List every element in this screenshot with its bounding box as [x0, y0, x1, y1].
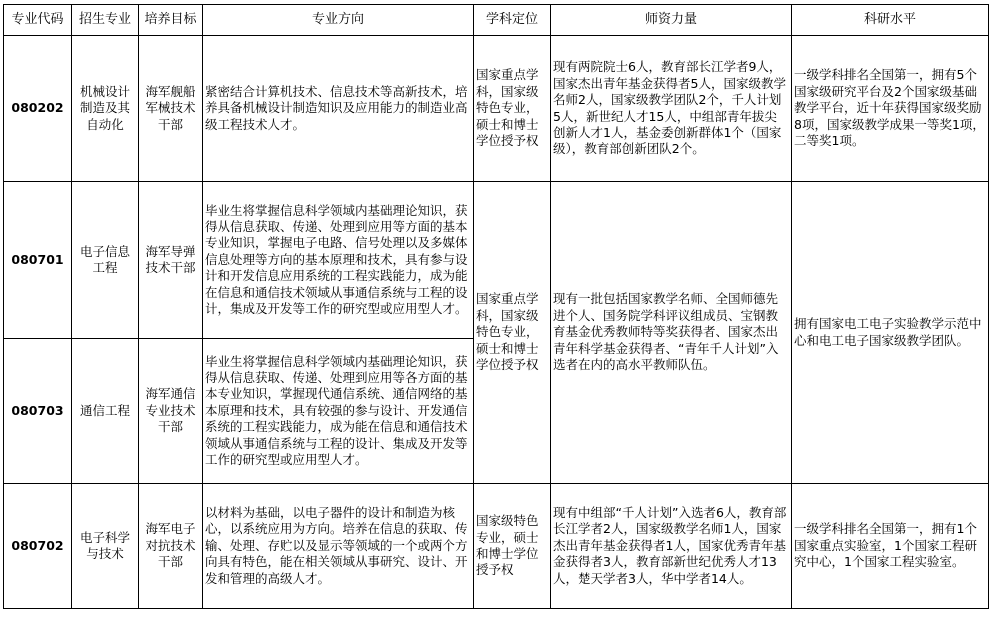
training-goal: 海军通信专业技术干部 — [139, 339, 203, 484]
header-direction: 专业方向 — [203, 5, 474, 36]
header-row — [4, 5, 989, 36]
header-position: 学科定位 — [474, 5, 551, 36]
header-faculty: 师资力量 — [551, 5, 792, 36]
discipline-position: 国家级特色专业，硕士和博士学位授予权 — [474, 484, 551, 609]
major-name: 通信工程 — [72, 339, 139, 484]
header-goal: 培养目标 — [139, 5, 203, 36]
major-direction: 紧密结合计算机技术、信息技术等高新技术，培养具备机械设计制造知识及应用能力的制造业高级工程技术人才。 — [203, 36, 474, 182]
faculty-strength: 现有一批包括国家教学名师、全国师德先进个人、国务院学科评议组成员、宝钢教育基金优秀教师特等奖获得者、国家杰出青年科学基金获得者、“青年千人计划”入选者在内的高水平教师队伍。 — [551, 182, 792, 484]
header-code: 专业代码 — [4, 5, 72, 36]
major-direction: 毕业生将掌握信息科学领域内基础理论知识，获得从信息获取、传递、处理到应用等方面的基本专业知识，掌握电子电路、信号处理以及多媒体信息处理等方向的基本原理和技术，具有参与设计和开发信息应用系统的工程实践能力，成为能在信息和通信技术领域从事通信系统与工程的设计，集成及开发等工作的研究型或应用型人才。 — [203, 182, 474, 339]
major-code: 080703 — [4, 339, 72, 484]
faculty-strength: 现有两院院士6人，教育部长江学者9人，国家杰出青年基金获得者5人，国家级教学名师2人，国家级教学团队2个，千人计划5人，新世纪人才15人，中组部青年拔尖创新人才1人，基金委创新群体1个（国家级），教育部创新团队2个。 — [551, 36, 792, 182]
header-major: 招生专业 — [72, 5, 139, 36]
table-row — [4, 484, 989, 609]
faculty-strength: 现有中组部“千人计划”入选者6人，教育部长江学者2人，国家级教学名师1人，国家杰出青年基金获得者1人，国家优秀青年基金获得者3人，教育部新世纪优秀人才13人，楚天学者3人，华中学者14人。 — [551, 484, 792, 609]
major-name: 电子科学与技术 — [72, 484, 139, 609]
major-code: 080701 — [4, 182, 72, 339]
research-level: 一级学科排名全国第一，拥有5个国家级研究平台及2个国家级基础教学平台，近十年获得国家级奖励8项，国家级教学成果一等奖1项，二等奖1项。 — [792, 36, 989, 182]
major-name: 机械设计制造及其自动化 — [72, 36, 139, 182]
training-goal: 海军导弹技术干部 — [139, 182, 203, 339]
research-level: 拥有国家电工电子实验教学示范中心和电工电子国家级教学团队。 — [792, 182, 989, 484]
header-research: 科研水平 — [792, 5, 989, 36]
majors-table — [3, 4, 989, 609]
table-row — [4, 182, 989, 339]
training-goal: 海军舰船军械技术干部 — [139, 36, 203, 182]
major-direction: 毕业生将掌握信息科学领域内基础理论知识，获得从信息获取、传递、处理到应用等各方面的基本专业知识，掌握现代通信系统、通信网络的基本原理和技术，具有较强的参与设计、开发通信系统的工程实践能力，成为能在信息和通信技术领域从事通信系统与工程的设计、集成及开发等工作的研究型或应用型人才。 — [203, 339, 474, 484]
research-level: 一级学科排名全国第一，拥有1个国家重点实验室，1个国家工程研究中心，1个国家工程实验室。 — [792, 484, 989, 609]
discipline-position: 国家重点学科，国家级特色专业，硕士和博士学位授予权 — [474, 36, 551, 182]
discipline-position: 国家重点学科，国家级特色专业，硕士和博士学位授予权 — [474, 182, 551, 484]
major-code: 080702 — [4, 484, 72, 609]
major-direction: 以材料为基础，以电子器件的设计和制造为核心，以系统应用为方向。培养在信息的获取、传输、处理、存贮以及显示等领域的一个或两个方向具有特色，能在相关领域从事研究、设计、开发和管理的高级人才。 — [203, 484, 474, 609]
table-row — [4, 36, 989, 182]
major-code: 080202 — [4, 36, 72, 182]
major-name: 电子信息工程 — [72, 182, 139, 339]
training-goal: 海军电子对抗技术干部 — [139, 484, 203, 609]
